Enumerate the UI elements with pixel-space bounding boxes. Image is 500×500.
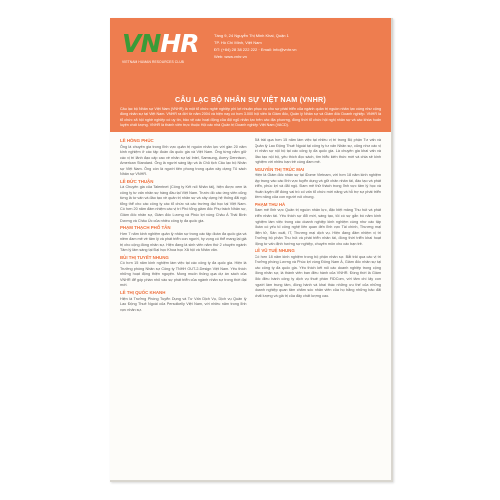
logo-tagline: VIETNAM HUMAN RESOURCES CLUB xyxy=(122,60,184,64)
member-entry xyxy=(255,138,382,166)
column-left xyxy=(120,138,247,474)
member-bio: Có hơn 18 năm kinh nghiệm trong bộ phận nhân sự. Bắt trải qua các vị trí Trưởng phòng Lương và Phúc lợi vùng Đông Nam Á, Giám đốc nhân sự tại các công ty đa quốc gia. Yêu thích kết nối các doanh nghiệp trong cộng đồng nhân sự, là thành viên ban điều hành của VNHR. Đồng thời là Giám đốc điều hành công ty dịch vụ thuê phần FIDCom, với tâm chí lấy con người làm trung tâm, đồng hành và khai thác những ưu thế của những doanh nghiệp quan tâm chăm sóc nhân viên của họ bằng những bảo đãi chất lượng và giá trị của đây chất lượng cao. xyxy=(254,254,381,298)
member-bio: Có hơn 15 năm kinh nghiệm làm việc tại các công ty đa quốc gia. Hiện là Trưởng phòng Nhân sự Công ty TNHH OUT-2-Design Việt Nam. Yêu thích những hoạt động thiện nguyện. Mong muốn thông qua dự án sách của VNHR để góp phần nhỏ vào sự phát triển của ngành nhân sự trong thời đại mới. xyxy=(120,261,247,288)
member-name: LÊ VŨ TUỆ NHUNG xyxy=(254,248,295,254)
member-columns xyxy=(120,138,381,474)
contact-line: Web: www.vnhr.vn xyxy=(214,54,247,59)
vnhr-logo xyxy=(122,29,199,74)
member-entry xyxy=(255,248,382,299)
member-entry xyxy=(255,167,382,201)
member-name: BÙI THỊ TUYẾT NHUNG xyxy=(120,254,169,260)
member-bio: Ông là chuyên gia trong lĩnh vực quản trị nguồn nhân lực với gần 20 năm kinh nghiệm ở các tập đoàn đa quốc gia và Việt Nam. Ông từng nắm giữ các vị trí lãnh đạo cấp cao về nhân sự tại Intel, Samsung, Avery Dennison, American Standard. Ông là người sáng lập và là Chủ tịch Câu lạc bộ Nhân sự Việt Nam. Ông còn là người tiên phong trong quản xây dựng Tủ sách Nhân sự VNHR. xyxy=(120,144,247,177)
member-bio: Hơn 7 năm kinh nghiệm quản lý nhân sự trong các tập đoàn đa quốc gia và niềm đam mê về tâm lý và phát triển con người, hy vọng có thể mang lại giá trị cho cộng đồng nhân sự. Hiện đang là sinh viên năm thứ 2 chuyên ngành Tâm lý lâm sàng tại Đại học Khoa học Xã hội và Nhân văn. xyxy=(120,231,247,253)
member-name: LÊ HỒNG PHÚC xyxy=(120,138,154,143)
member-entry xyxy=(255,202,382,247)
member-bio: Hiện là Giám đốc nhân sự tại iDome Vietnam, với hơn 18 năm kinh nghiệm tập trung vào các lĩnh vực tuyển dụng và giữ chân nhân tài, đào tạo và phát triển, phúc lợi và đãi ngộ. Đam mê thử thách trong lĩnh vực tâm lý học và Huấn luyện để đóng vai trò cố vấn tổ chức mới năng và hỗ trợ sự phát triển tiềm năng của con người nói chung. xyxy=(254,173,381,200)
contact-line: ĐT: (+84) 28 38 222 222 · Email: info@vnhr.vn xyxy=(214,47,297,52)
member-entry xyxy=(120,255,247,289)
contact-line: TP. Hồ Chí Minh, Việt Nam xyxy=(214,40,262,45)
contact-info xyxy=(214,32,384,60)
book-page xyxy=(110,18,393,482)
member-entry xyxy=(120,138,247,178)
member-bio: Là Chuyên gia của Talentnet (Công ty Kết nối Nhân tài), hiện được xem là công ty tư vấn nhân sự hàng đầu tại Việt Nam. Trước đó các ứng viên cũng từng là tư vấn và đào tạo về quản trị nhân sự và xây dựng hệ thống đãi ngộ tổng thể cho các công ty các tổ chức và các trường đại học tại Việt Nam. Có hơn 20 năm đảm nhiệm các vị trí Phó tổng giám đốc Phụ trách Nhân sự, Giám đốc nhân sự, Giám đốc Lương và Phúc lợi vùng Châu Á Thái Bình Dương và Châu Úc của nhiều công ty đa quốc gia. xyxy=(120,185,247,223)
member-entry xyxy=(120,290,247,313)
club-intro: Câu lạc bộ Nhân sự Việt Nam (VNHR) là một tổ chức nghề nghiệp phi lợi nhuận phục vụ cho sự phát triển của ngành quản trị nguồn nhân lực cùng như cộng đồng nhân sự tại Việt Nam. VNHR ra đời từ năm 2004 và hiện nay có hơn 3.000 hội viên là Giám đốc, Quản lý Nhân sự và Giám đốc Doanh nghiệp. VNHR là tổ chức xã hội nghề nghiệp có uy tín, bảo vệ các hoạt động của đội ngũ nhân lực trên các địa phương, đồng thời tổ chức hội nghị nhân sự và các khóa huấn luyện chất lượng. VNHR là thành viên trực thuộc Hội các nhà Quản trị Doanh nghiệp Việt Nam (VACD). xyxy=(120,107,381,127)
logo-wordmark: VNHR xyxy=(122,29,199,58)
page-header xyxy=(110,18,391,132)
column-right xyxy=(255,138,382,474)
member-name: NGUYỄN THỊ TRÚC MAI xyxy=(254,166,305,172)
member-entry xyxy=(120,179,247,224)
member-bio: Đã trải qua hơn 15 năm làm việc tại nhiều vị trí trong Bộ phận Tư vấn và Quản lý Lao Động Thuê Ngoài tại công ty tư vấn Nhân sự, cũng như các vị trí nhân sự nội bộ tại các công ty đa quốc gia. Là chuyên gia khai vấn và đào tạo nội bộ, yêu thích đọc sách, tìm hiểu kiến thức mới và chia sẻ kinh nghiệm với nhiều bạn trẻ cùng đam mê. xyxy=(254,138,381,165)
member-bio: Đam mê lĩnh vực Quản trị nguồn nhân lực, đặc biệt mảng Thu hút và phát triển nhân tài. Yêu thích sự đổi mới, sáng tạo, tôi có sự gắn bó năm kinh nghiệm làm việc trong các doanh nghiệp kinh nghiệm cùng như các tập đoàn có yếu tố công nghệ liên quan đến lĩnh vực Tài chính, Thương mại điện tử, Sản xuất, IT, Thương mại dịch vụ. Hiện đang đảm nhiệm vị trí Trưởng bộ phận Thu hút và phát triển nhân tài, đồng thời triển khai hoạt động tư vấn định hướng sự nghiệp, chuyên môn cho các bạn trẻ. xyxy=(254,208,381,246)
contact-line: Tầng 9, 24 Nguyễn Thị Minh Khai, Quận 1 xyxy=(214,33,289,38)
member-name: PHẠM THU HÀ xyxy=(254,201,286,207)
member-bio: Hiện là Trưởng Phòng Tuyển Dụng và Tư Vấn Dịch Vụ, Dịch vụ Quản lý Lao Động Thuê Ngoài của Persolkelly Việt Nam, với nhiều năm trong lĩnh vực nhân sự. xyxy=(120,296,247,312)
member-name: LÊ THỊ QUỐC KHANH xyxy=(120,290,166,296)
club-title: CÂU LẠC BỘ NHÂN SỰ VIỆT NAM (VNHR) xyxy=(175,95,326,104)
member-name: LÊ ĐỨC THUẬN xyxy=(120,178,154,184)
member-name: PHẠM THẠCH PHỔ TÂN xyxy=(120,225,171,231)
member-entry xyxy=(120,225,247,254)
